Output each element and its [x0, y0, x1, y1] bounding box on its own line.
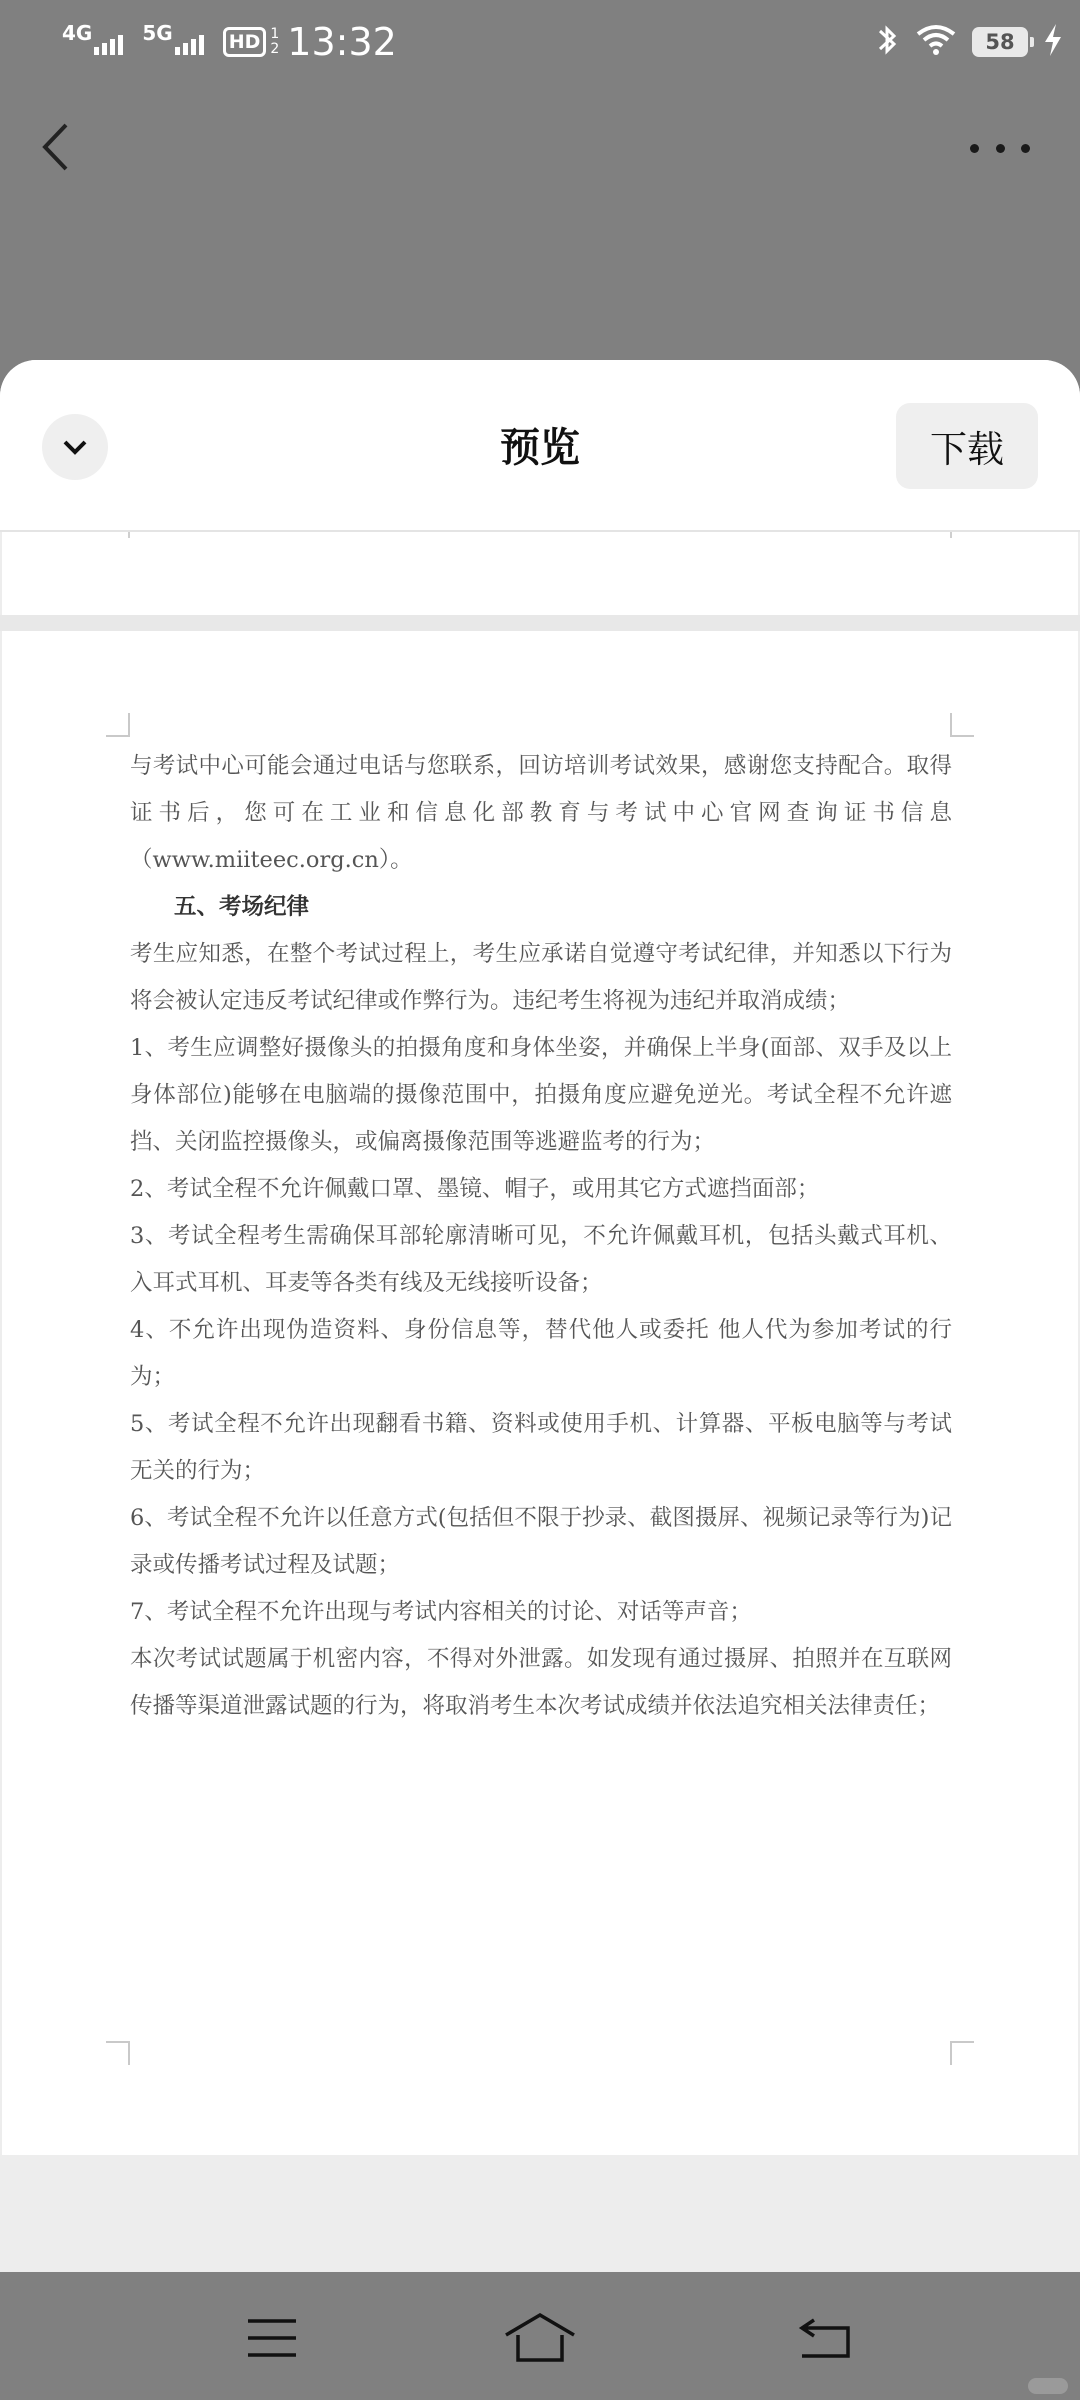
sheet-header — [0, 360, 1080, 532]
paragraph: 4、不允许出现伪造资料、身份信息等，替代他人或委托 他人代为参加考试的行为； — [130, 1317, 952, 1390]
dot-icon — [970, 144, 979, 153]
status-bar — [0, 0, 1080, 84]
document-page[interactable] — [2, 631, 1078, 2155]
signal-bars-icon — [175, 31, 207, 55]
network-label: 4G — [62, 21, 93, 45]
crop-mark — [106, 2041, 130, 2065]
crop-mark — [106, 713, 130, 737]
bluetooth-icon — [876, 22, 898, 62]
home-button[interactable] — [500, 2308, 580, 2368]
signal-5g — [142, 23, 206, 61]
recent-apps-button[interactable] — [232, 2308, 312, 2368]
dot-icon — [996, 144, 1005, 153]
previous-page-fragment — [2, 532, 1078, 615]
menu-icon — [246, 2318, 298, 2358]
sheet-title: 预览 — [500, 425, 580, 471]
charging-icon — [1042, 23, 1064, 61]
navigation-bar — [0, 2272, 1080, 2400]
paragraph: 1、考生应调整好摄像头的拍摄角度和身体坐姿，并确保上半身(面部、双手及以上身体部位)能够在电脑端的摄像范围中，拍摄角度应避免逆光。考试全程不允许遮挡、关闭监控摄像头，或偏离摄像范围等逃避监考的行为； — [130, 1035, 952, 1155]
preview-sheet — [0, 360, 1080, 2272]
download-button[interactable]: 下载 — [896, 403, 1038, 489]
paragraph: 2、考试全程不允许佩戴口罩、墨镜、帽子，或用其它方式遮挡面部； — [130, 1176, 820, 1202]
crop-mark — [950, 532, 952, 538]
dot-icon — [1021, 144, 1030, 153]
signal-bars-icon — [94, 31, 126, 55]
paragraph: 7、考试全程不允许出现与考试内容相关的讨论、对话等声音； — [130, 1599, 752, 1625]
crop-mark — [950, 2041, 974, 2065]
paragraph: 5、考试全程不允许出现翻看书籍、资料或使用手机、计算器、平板电脑等与考试无关的行为； — [130, 1411, 952, 1484]
paragraph: 与考试中心可能会通过电话与您联系，回访培训考试效果，感谢您支持配合。取得证书后，您可在工业和信息化部教育与考试中心官网查询证书信息（www.miiteec.org.cn）。 — [130, 753, 952, 873]
hd-sub-label: 1 2 — [270, 26, 280, 57]
crop-mark — [950, 713, 974, 737]
back-button[interactable] — [30, 112, 80, 182]
back-arrow-icon — [796, 2316, 852, 2360]
clock: 13:32 — [287, 20, 397, 64]
hd-icon: HD — [223, 27, 267, 57]
paragraph: 3、考试全程考生需确保耳部轮廓清晰可见，不允许佩戴耳机，包括头戴式耳机、入耳式耳机、耳麦等各类有线及无线接听设备； — [130, 1223, 952, 1296]
more-options-button[interactable] — [970, 128, 1030, 168]
watermark — [1028, 2378, 1068, 2394]
chevron-left-icon — [40, 122, 70, 172]
signal-4g — [62, 23, 126, 61]
paragraph: 6、考试全程不允许以任意方式(包括但不限于抄录、截图摄屏、视频记录等行为)记录或传播考试过程及试题； — [130, 1505, 952, 1578]
wifi-icon — [916, 24, 956, 60]
paragraph: 考生应知悉，在整个考试过程上，考生应承诺自觉遵守考试纪律，并知悉以下行为将会被认定违反考试纪律或作弊行为。违纪考生将视为违纪并取消成绩； — [130, 941, 952, 1014]
network-label: 5G — [142, 21, 173, 45]
sheet-footer-space — [0, 2155, 1080, 2272]
back-nav-button[interactable] — [784, 2308, 864, 2368]
paragraph: 本次考试试题属于机密内容，不得对外泄露。如发现有通过摄屏、拍照并在互联网传播等渠道泄露试题的行为，将取消考生本次考试成绩并依法追究相关法律责任； — [130, 1646, 952, 1719]
battery-icon: 58 — [972, 27, 1028, 57]
section-heading: 五、考场纪律 — [174, 894, 310, 920]
page-divider — [0, 615, 1080, 631]
document-text — [130, 743, 952, 1730]
crop-mark — [128, 532, 130, 538]
home-icon — [504, 2313, 576, 2363]
